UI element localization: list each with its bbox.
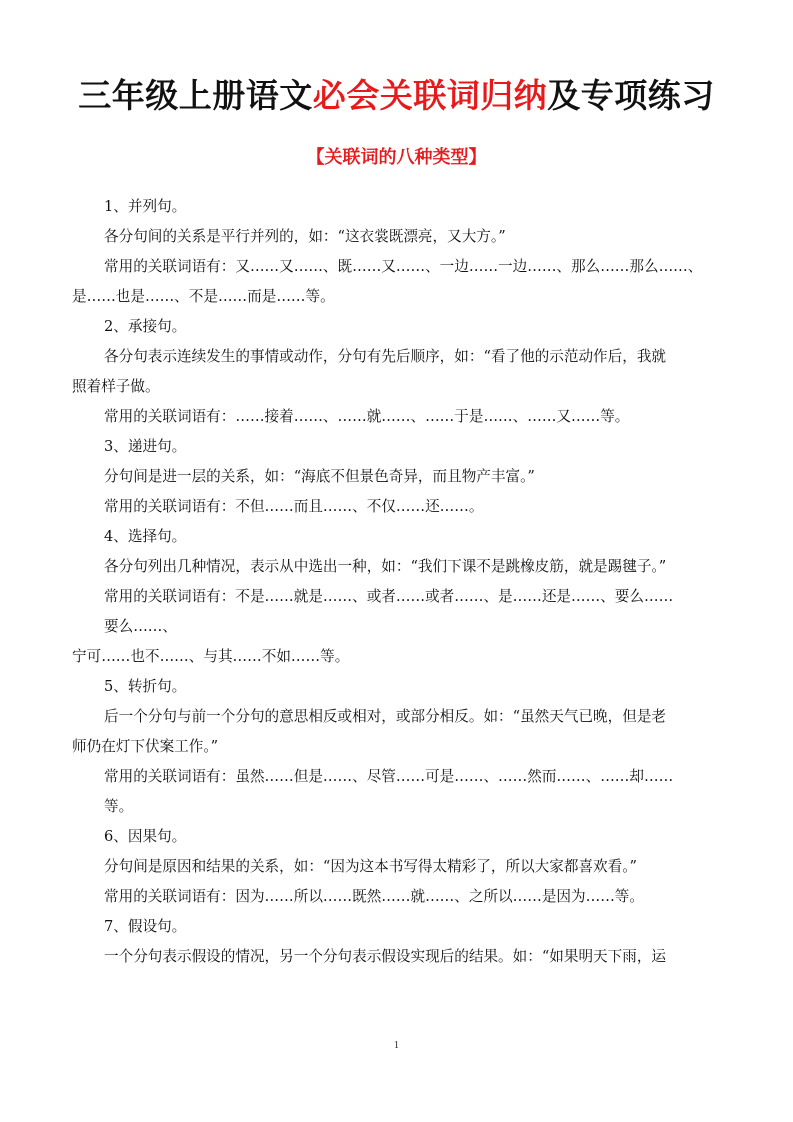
- paragraph-line: 后一个分句与前一个分句的意思相反或相对，或部分相反。如：“虽然天气已晚，但是老: [104, 708, 667, 725]
- paragraph-line: 常用的关联词语有：虽然……但是……、尽管……可是……、……然而……、……却……: [104, 768, 674, 785]
- paragraph-line: 常用的关联词语有：不但……而且……、不仅……还……。: [104, 498, 484, 515]
- paragraph-line: 师仍在灯下伏案工作。”: [72, 738, 219, 755]
- paragraph-line: 等。: [104, 798, 134, 815]
- paragraph-line: 各分句表示连续发生的事情或动作，分句有先后顺序，如：“看了他的示范动作后，我就: [104, 348, 667, 365]
- paragraph-line: 宁可……也不……、与其……不如……等。: [72, 648, 350, 665]
- heading-causal: 6、因果句。: [104, 828, 187, 845]
- paragraph-line: 常用的关联词语有：……接着……、……就……、……于是……、……又……等。: [104, 408, 630, 425]
- paragraph-line: 各分句列出几种情况，表示从中选出一种，如：“我们下课不是跳橡皮筋，就是踢毽子。”: [104, 558, 667, 575]
- paragraph-line: 是……也是……、不是……而是……等。: [72, 288, 335, 305]
- title-part-3: 及专项练习: [547, 76, 715, 115]
- section-heading: 【关联词的八种类型】: [306, 147, 487, 168]
- title-part-1: 三年级上册语文: [78, 76, 313, 115]
- paragraph-line: 常用的关联词语有：因为……所以……既然……就……、之所以……是因为……等。: [104, 888, 644, 905]
- paragraph-line: 各分句间的关系是平行并列的，如：“这衣裳既漂亮，又大方。”: [104, 228, 506, 245]
- heading-parallel: 1、并列句。: [104, 198, 187, 215]
- paragraph-line: 一个分句表示假设的情况，另一个分句表示假设实现后的结果。如：“如果明天下雨，运: [104, 948, 667, 965]
- heading-alternative: 4、选择句。: [104, 528, 187, 545]
- paragraph-line: 常用的关联词语有：不是……就是……、或者……或者……、是……还是……、要么……: [104, 588, 674, 605]
- document-title: [0, 70, 793, 122]
- paragraph-line: 分句间是进一层的关系，如：“海底不但景色奇异，而且物产丰富。”: [104, 468, 535, 485]
- paragraph-line: 照着样子做。: [72, 378, 160, 395]
- title-part-2-highlight: 必会关联词归纳: [312, 76, 548, 115]
- paragraph-line: 分句间是原因和结果的关系，如：“因为这本书写得太精彩了，所以大家都喜欢看。”: [104, 858, 637, 875]
- heading-progressive: 3、递进句。: [104, 438, 187, 455]
- page-number: 1: [394, 1040, 399, 1051]
- heading-adversative: 5、转折句。: [104, 678, 187, 695]
- heading-hypothetical: 7、假设句。: [104, 918, 187, 935]
- paragraph-line: 常用的关联词语有：又……又……、既……又……、一边……一边……、那么……那么……、: [104, 258, 703, 275]
- paragraph-line: 要么……、: [104, 618, 177, 635]
- heading-sequential: 2、承接句。: [104, 318, 187, 335]
- body-text: [72, 192, 722, 972]
